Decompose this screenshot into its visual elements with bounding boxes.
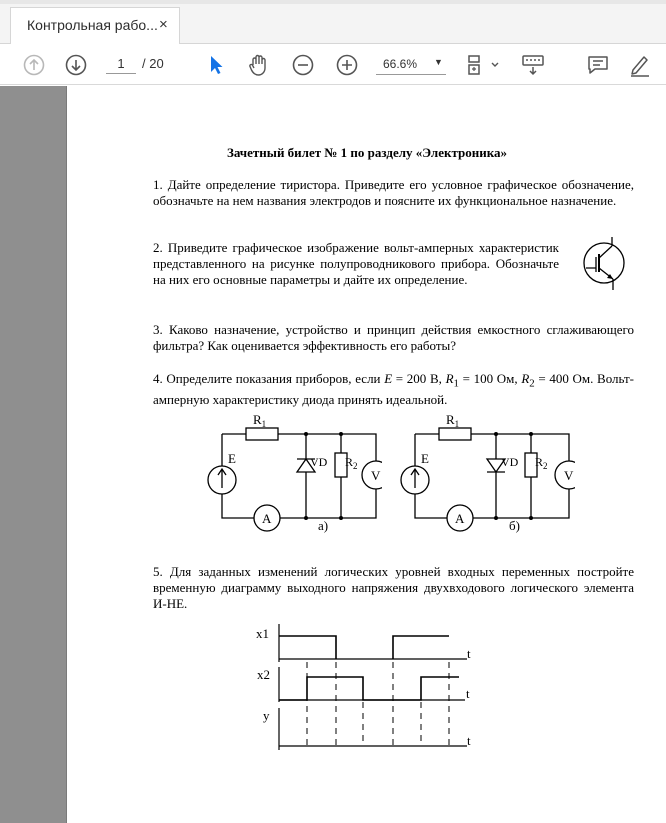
timing-diagram	[253, 622, 483, 762]
circuit-a-vd-label: VD	[310, 455, 328, 469]
tab-title: Контрольная рабо...	[27, 17, 158, 33]
page-number-input[interactable]	[106, 54, 136, 74]
timing-t-label-3: t	[467, 733, 471, 748]
zoom-out-button[interactable]	[290, 52, 316, 78]
q4-text-3: = 100 Ом,	[458, 371, 522, 386]
zoom-out-icon	[292, 54, 314, 76]
timing-y-label: y	[263, 708, 270, 723]
circuit-b-e-label: E	[421, 451, 429, 466]
previous-page-button[interactable]	[21, 52, 47, 78]
q4-r1-symbol: R	[445, 371, 454, 386]
page-total: / 20	[142, 56, 164, 71]
timing-t-label-2: t	[466, 686, 470, 701]
zoom-in-icon	[336, 54, 358, 76]
keyboard-scroll-icon	[521, 53, 545, 77]
q4-r2-subscript: 2	[529, 377, 535, 390]
document-page	[66, 86, 666, 823]
circuit-b-caption: б)	[509, 518, 520, 533]
zoom-select[interactable]	[376, 54, 446, 75]
next-page-button[interactable]	[63, 52, 89, 78]
circuit-a-r1-label: $R_1$	[253, 412, 267, 429]
ticket-title: Зачетный билет № 1 по разделу «Электроника»	[226, 145, 508, 160]
zoom-in-button[interactable]	[334, 52, 360, 78]
timing-x2-label: x2	[257, 667, 270, 682]
q4-text-4: = 400 Ом. Вольт-амперную характеристику диода принять идеальной.	[153, 371, 634, 407]
zoom-value: 66.6%	[383, 57, 418, 71]
circuit-a-a-label: A	[262, 511, 272, 526]
circuit-b-r1-label: $R_1$	[446, 412, 460, 429]
circuit-diagram-b	[400, 410, 575, 535]
scroll-mode-button[interactable]	[519, 52, 547, 78]
circuit-a-r2-label: $R_2$	[345, 455, 358, 471]
comment-icon	[587, 54, 609, 76]
q4-e-symbol: E	[384, 371, 393, 386]
circuit-b-vd-label: VD	[501, 455, 519, 469]
tab-close-icon[interactable]: ×	[159, 16, 168, 33]
document-tab[interactable]	[10, 7, 180, 44]
circuit-a-caption: а)	[318, 518, 329, 533]
tab-bar	[0, 0, 666, 44]
timing-x1-label: x1	[256, 626, 269, 641]
pen-icon	[629, 53, 651, 77]
question-1: 1. Дайте определение тиристора. Приведите его условное графическое обозначение, обозначьте на нем названия электродов и поясните их функциональное назначение.	[153, 177, 634, 208]
circuit-a-v-label: V	[371, 468, 381, 483]
select-tool-button[interactable]	[205, 52, 227, 78]
q4-r2-symbol: R	[521, 371, 530, 386]
arrow-up-circle-icon	[23, 54, 45, 76]
toolbar	[0, 45, 666, 85]
circuit-diagram-a	[207, 410, 382, 535]
igbt-symbol-icon	[577, 234, 631, 292]
chevron-down-icon: ▼	[434, 57, 443, 67]
question-3: 3. Каково назначение, устройство и принцип действия емкостного сглаживающего фильтра? Как оценивается эффективность его работы?	[153, 322, 634, 353]
draw-button[interactable]	[627, 52, 653, 78]
select-cursor-icon	[208, 54, 224, 76]
q4-r1-subscript: 1	[453, 377, 459, 390]
left-panel	[0, 86, 66, 823]
question-4	[153, 371, 634, 408]
hand-icon	[248, 53, 270, 77]
circuit-b-v-label: V	[564, 468, 574, 483]
timing-t-label-1: t	[467, 646, 471, 661]
arrow-down-circle-icon	[65, 54, 87, 76]
q4-text-1: 4. Определите показания приборов, если	[153, 371, 385, 386]
comment-button[interactable]	[585, 52, 611, 78]
circuit-a-e-label: E	[228, 451, 236, 466]
document-viewer[interactable]	[0, 86, 666, 823]
question-5: 5. Для заданных изменений логических уровней входных переменных постройте временную диаграмму выходного напряжения двухвходового логического элемента И-НЕ.	[153, 564, 634, 611]
hand-tool-button[interactable]	[246, 52, 272, 78]
fit-page-button[interactable]	[464, 52, 504, 78]
window-top-strip	[0, 0, 666, 4]
circuit-b-a-label: A	[455, 511, 465, 526]
fit-page-icon	[466, 53, 502, 77]
question-2: 2. Приведите графическое изображение вольт-амперных характеристик представленного на рисунке полупроводникового прибора. Обозначьте на них его основные параметры и дайте их определение.	[153, 240, 559, 287]
circuit-b-r2-label: $R_2$	[535, 455, 548, 471]
q4-text-2: = 200 В,	[392, 371, 446, 386]
